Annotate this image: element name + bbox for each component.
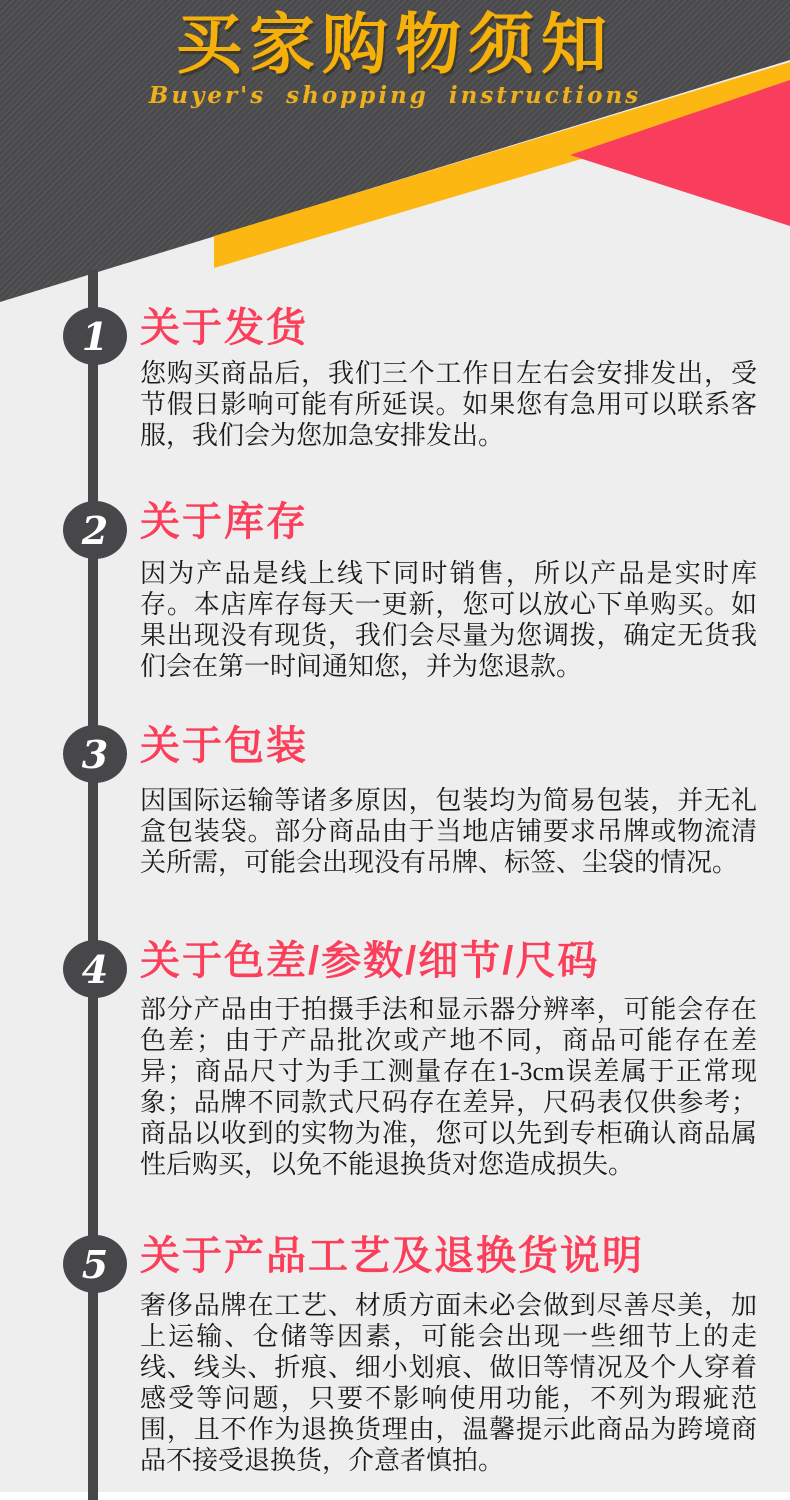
step-number: 4 — [81, 946, 109, 992]
section-heading-craft-returns: 关于产品工艺及退换货说明 — [140, 1234, 644, 1278]
timeline-line — [88, 270, 98, 1500]
step-number: 3 — [81, 731, 109, 777]
section-body-packaging: 因国际运输等诸多原因，包装均为简易包装，并无礼盒包装袋。部分商品由于当地店铺要求吊牌或物流清关所需，可能会出现没有吊牌、标签、尘袋的情况。 — [140, 786, 757, 877]
section-heading-packaging: 关于包装 — [140, 724, 308, 768]
step-badge-5 — [63, 1235, 127, 1293]
page-title: 买家购物须知 — [176, 7, 614, 81]
step-number: 1 — [81, 313, 109, 359]
step-badge-3 — [63, 725, 127, 783]
section-body-craft-returns: 奢侈品牌在工艺、材质方面未必会做到尽善尽美，加上运输、仓储等因素，可能会出现一些细节上的走线、线头、折痕、细小划痕、做旧等情况及个人穿着感受等问题，只要不影响使用功能，不列为瑕疵范围，且不作为退换货理由，温馨提示此商品为跨境商品不接受退换货，介意者慎拍。 — [140, 1291, 757, 1475]
section-heading-color-size: 关于色差/参数/细节/尺码 — [140, 939, 600, 983]
step-badge-4 — [63, 940, 127, 998]
section-body-color-size: 部分产品由于拍摄手法和显示器分辨率，可能会存在色差；由于产品批次或产地不同，商品可能存在差异；商品尺寸为手工测量存在1-3cm误差属于正常现象；品牌不同款式尺码存在差异，尺码表仅供参考；商品以收到的实物为准，您可以先到专柜确认商品属性后购买，以免不能退换货对您造成损失。 — [140, 995, 757, 1179]
step-badge-1 — [63, 307, 127, 365]
section-heading-shipping: 关于发货 — [140, 306, 308, 350]
step-number: 2 — [81, 507, 109, 553]
section-heading-stock: 关于库存 — [140, 500, 308, 544]
page-subtitle: Buyer's shopping instructions — [148, 82, 642, 109]
step-number: 5 — [81, 1241, 109, 1287]
section-body-shipping: 您购买商品后，我们三个工作日左右会安排发出，受节假日影响可能有所延误。如果您有急用可以联系客服，我们会为您加急安排发出。 — [140, 359, 757, 450]
section-body-stock: 因为产品是线上线下同时销售，所以产品是实时库存。本店库存每天一更新，您可以放心下单购买。如果出现没有现货，我们会尽量为您调拨，确定无货我们会在第一时间通知您，并为您退款。 — [140, 559, 757, 681]
step-badge-2 — [63, 501, 127, 559]
